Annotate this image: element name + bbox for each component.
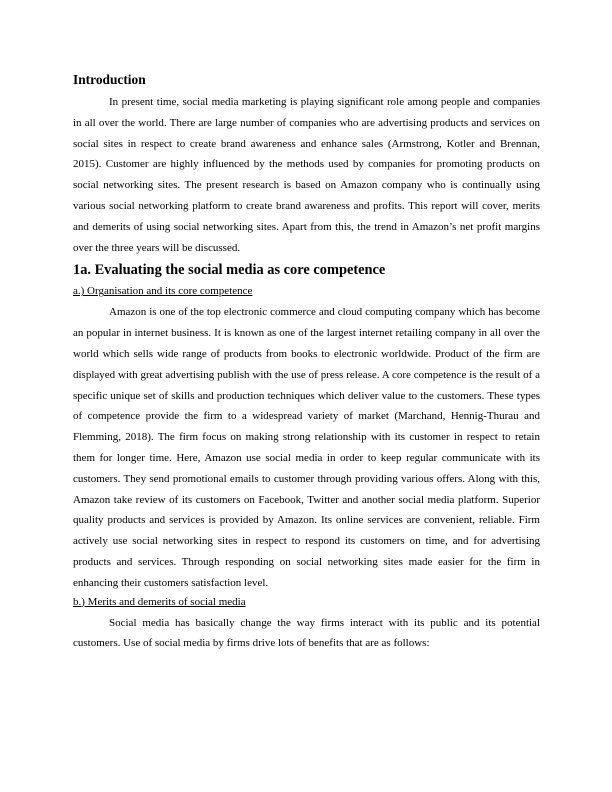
merits-paragraph: Social media has basically change the way firms interact with its public and its potential customers. Use of social media by firms drive lots of benefits that are as follows: (73, 616, 540, 650)
document-page (73, 71, 540, 654)
introduction-heading: Introduction (73, 72, 146, 87)
introduction-paragraph: In present time, social media marketing is playing significant role among people and companies in all over the world. There are large number of companies who are advertising products and services on social sites in respect to create brand awareness and enhance sales (Armstrong, Kotler and Brennan, 2015). Customer are highly influenced by the methods used by companies for promoting products on social networking sites. The present research is based on Amazon company who is continually using various social networking platform to create brand awareness and profits. This report will cover, merits and demerits of using social networking sites. Apart from this, the trend in Amazon’s net profit margins over the three years will be discussed. (73, 96, 540, 254)
organisation-paragraph: Amazon is one of the top electronic commerce and cloud computing company which has become an popular in internet business. It is known as one of the largest internet retailing company in all over the world which sells wide range of products from books to electronic worldwide. Product of the firm are displayed with great advertising publish with the use of press release. A core competence is the result of a specific unique set of skills and production techniques which deliver value to the customers. These types of competence provide the firm to a widespread variety of market (Marchand, Hennig-Thurau and Flemming, 2018). The firm focus on making strong relationship with its customer in respect to retain them for longer time. Here, Amazon use social media in order to keep regular communicate with its customers. They send promotional emails to customer through providing various offers. Along with this, Amazon take review of its customers on Facebook, Twitter and another social media platform. Superior quality products and services is provided by Amazon. Its online services are convenient, reliable. Firm actively use social networking sites in respect to respond its customers on time, and for advertising products and services. Through responding on social networking sites made easier for the firm in enhancing their customers satisfaction level. (73, 306, 540, 589)
subheading-organisation-core-competence: a.) Organisation and its core competence (73, 285, 253, 298)
subheading-merits-demerits: b.) Merits and demerits of social media (73, 595, 246, 608)
section-1a-heading: 1a. Evaluating the social media as core competence (73, 262, 386, 279)
